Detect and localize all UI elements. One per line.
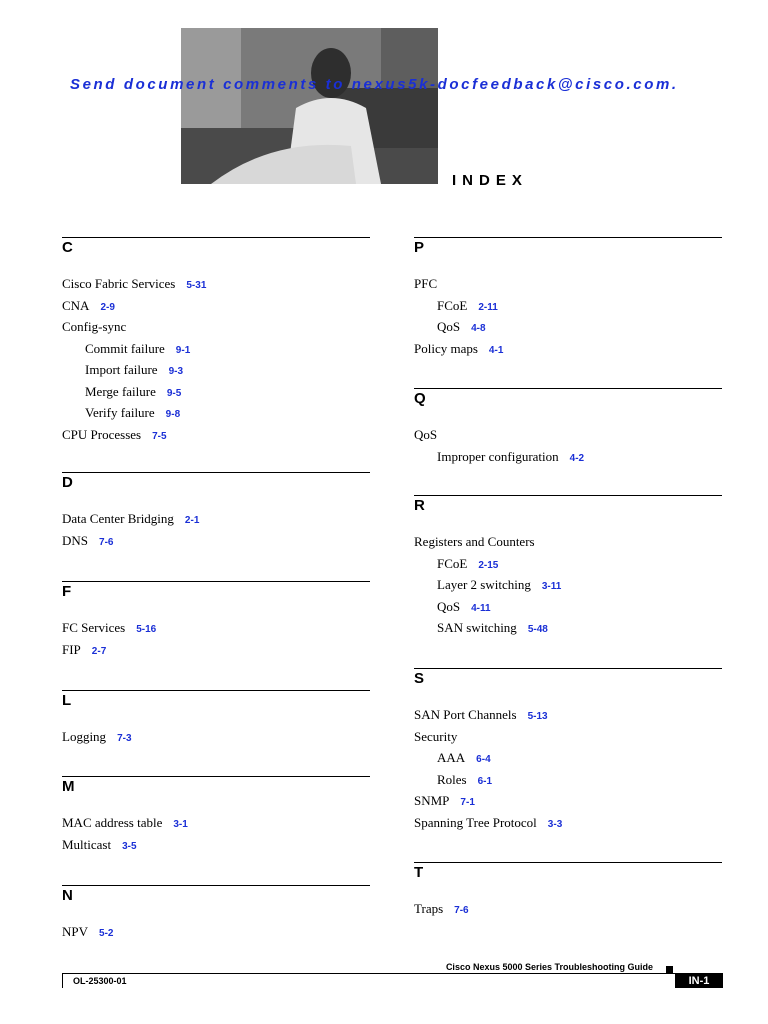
index-entry — [414, 812, 722, 834]
index-entry-term: MAC address table — [62, 815, 163, 830]
index-entry — [62, 726, 370, 748]
index-entry-term: Commit failure — [85, 340, 165, 356]
index-entry-term: Cisco Fabric Services — [62, 276, 176, 291]
index-page-link[interactable]: 2-15 — [478, 559, 499, 571]
index-entry — [414, 726, 722, 748]
index-section-d — [62, 472, 370, 551]
index-page-link[interactable]: 3-3 — [547, 818, 563, 830]
footer-bar — [62, 973, 723, 988]
index-entry — [414, 553, 722, 575]
index-entry — [62, 921, 370, 943]
index-entry-term: SAN Port Channels — [414, 707, 517, 722]
index-entry-term: Verify failure — [85, 405, 155, 420]
index-entry-term: Multicast — [62, 836, 112, 852]
index-section-n — [62, 885, 370, 943]
index-entry — [414, 574, 722, 596]
section-letter: S — [414, 668, 722, 704]
index-entry — [62, 273, 370, 295]
index-entry — [414, 617, 722, 639]
index-section-q — [414, 388, 722, 467]
index-page-link[interactable]: 5-13 — [527, 711, 548, 722]
index-page-link[interactable]: 6-4 — [476, 754, 491, 765]
index-section-s — [414, 668, 722, 833]
index-entry-term: FC Services — [62, 620, 126, 635]
header-photo — [181, 28, 438, 184]
index-page-link[interactable]: 7-5 — [152, 430, 167, 442]
index-page-link[interactable]: 4-2 — [569, 452, 585, 464]
index-entry — [414, 531, 722, 553]
index-section-f — [62, 581, 370, 660]
index-section-m — [62, 776, 370, 855]
index-entry — [414, 316, 722, 338]
index-section-l — [62, 690, 370, 748]
index-page-link[interactable]: 6-1 — [477, 775, 493, 787]
index-entry — [414, 769, 722, 791]
index-page-link[interactable]: 7-3 — [117, 733, 132, 744]
index-page-link[interactable]: 4-8 — [471, 323, 486, 334]
index-entry — [62, 812, 370, 834]
index-section-p — [414, 237, 722, 359]
index-entry-term: Traps — [414, 901, 444, 916]
index-entry — [62, 381, 370, 403]
index-page-link[interactable]: 7-6 — [454, 905, 469, 916]
index-entry — [414, 704, 722, 726]
index-entry — [62, 639, 370, 661]
index-entry-term: Layer 2 switching — [437, 577, 531, 592]
section-letter: Q — [414, 388, 722, 424]
index-page-link[interactable]: 7-6 — [99, 536, 114, 548]
index-entry-term: QoS — [437, 319, 461, 334]
index-entry — [62, 508, 370, 530]
index-page-link[interactable]: 2-11 — [478, 301, 498, 313]
section-letter: N — [62, 885, 370, 921]
index-heading: INDEX — [452, 172, 528, 189]
index-page-link[interactable]: 2-7 — [91, 645, 107, 657]
index-entry — [414, 338, 722, 360]
index-entry — [414, 446, 722, 468]
index-entry-term: AAA — [437, 750, 466, 765]
index-section-t — [414, 862, 722, 920]
index-entry-term: CNA — [62, 297, 90, 313]
index-entry — [414, 747, 722, 769]
section-letter: T — [414, 862, 722, 898]
index-entry-term: SNMP — [414, 793, 450, 808]
index-entry-term: Registers and Counters — [414, 534, 535, 549]
index-entry-term: Logging — [62, 729, 107, 744]
index-entry-term: QoS — [437, 598, 461, 614]
index-page-link[interactable]: 9-3 — [168, 366, 184, 377]
index-page-link[interactable]: 7-1 — [460, 797, 475, 808]
footer-doc-code: OL-25300-01 — [73, 976, 127, 986]
section-letter: L — [62, 690, 370, 726]
section-letter: C — [62, 237, 370, 273]
index-page-link[interactable]: 3-5 — [122, 840, 137, 852]
section-letter: F — [62, 581, 370, 617]
index-page-link[interactable]: 9-5 — [166, 387, 182, 399]
index-page-link[interactable]: 5-48 — [527, 624, 548, 635]
index-entry-term: Policy maps — [414, 340, 478, 356]
index-entry — [414, 596, 722, 618]
index-page-link[interactable]: 9-8 — [165, 409, 181, 420]
section-letter: M — [62, 776, 370, 812]
index-entry — [62, 617, 370, 639]
index-entry — [62, 424, 370, 446]
index-entry — [62, 834, 370, 856]
index-entry-term: Config-sync — [62, 319, 127, 334]
footer-marker — [666, 966, 673, 973]
index-page-link[interactable]: 4-11 — [471, 602, 491, 614]
index-page-link[interactable]: 4-1 — [488, 344, 504, 356]
index-entry — [62, 316, 370, 338]
index-entry-term: FCoE — [437, 555, 468, 571]
index-entry — [62, 530, 370, 552]
index-entry-term: PFC — [414, 276, 438, 291]
feedback-banner[interactable]: Send document comments to nexus5k-docfeedback@cisco.com. — [70, 76, 679, 93]
index-entry — [414, 424, 722, 446]
index-entry — [414, 273, 722, 295]
index-entry — [414, 790, 722, 812]
index-section-r — [414, 495, 722, 639]
index-entry-term: Import failure — [85, 362, 158, 377]
index-page-link[interactable]: 5-31 — [186, 280, 207, 291]
index-page-link[interactable]: 5-16 — [136, 624, 157, 635]
index-entry-term: Spanning Tree Protocol — [414, 814, 537, 830]
index-entry-term: NPV — [62, 924, 89, 939]
index-entry — [414, 295, 722, 317]
index-entry-term: FIP — [62, 641, 81, 657]
index-entry-term: CPU Processes — [62, 426, 142, 442]
index-entry — [62, 295, 370, 317]
index-entry-term: DNS — [62, 532, 89, 548]
index-entry-term: QoS — [414, 427, 438, 442]
footer-page-number: IN-1 — [675, 974, 723, 988]
index-section-c — [62, 237, 370, 445]
index-page-link[interactable]: 2-9 — [100, 301, 115, 313]
index-page-link[interactable]: 2-1 — [184, 515, 200, 526]
index-page-link[interactable]: 3-11 — [541, 581, 562, 592]
index-entry-term: SAN switching — [437, 620, 517, 635]
index-entry-term: Roles — [437, 771, 467, 787]
index-page-link[interactable]: 3-1 — [173, 819, 188, 830]
index-entry-term: FCoE — [437, 297, 468, 313]
index-entry — [62, 359, 370, 381]
section-letter: R — [414, 495, 722, 531]
index-page-link[interactable]: 9-1 — [175, 344, 191, 356]
footer-guide-title: Cisco Nexus 5000 Series Troubleshooting Guide — [445, 962, 653, 972]
index-entry-term: Merge failure — [85, 383, 156, 399]
index-entry-term: Data Center Bridging — [62, 511, 174, 526]
section-letter: D — [62, 472, 370, 508]
index-entry — [414, 898, 722, 920]
index-entry — [62, 402, 370, 424]
section-letter: P — [414, 237, 722, 273]
index-entry — [62, 338, 370, 360]
index-entry-term: Security — [414, 728, 458, 744]
index-entry-term: Improper configuration — [437, 448, 559, 464]
index-page-link[interactable]: 5-2 — [99, 928, 114, 939]
